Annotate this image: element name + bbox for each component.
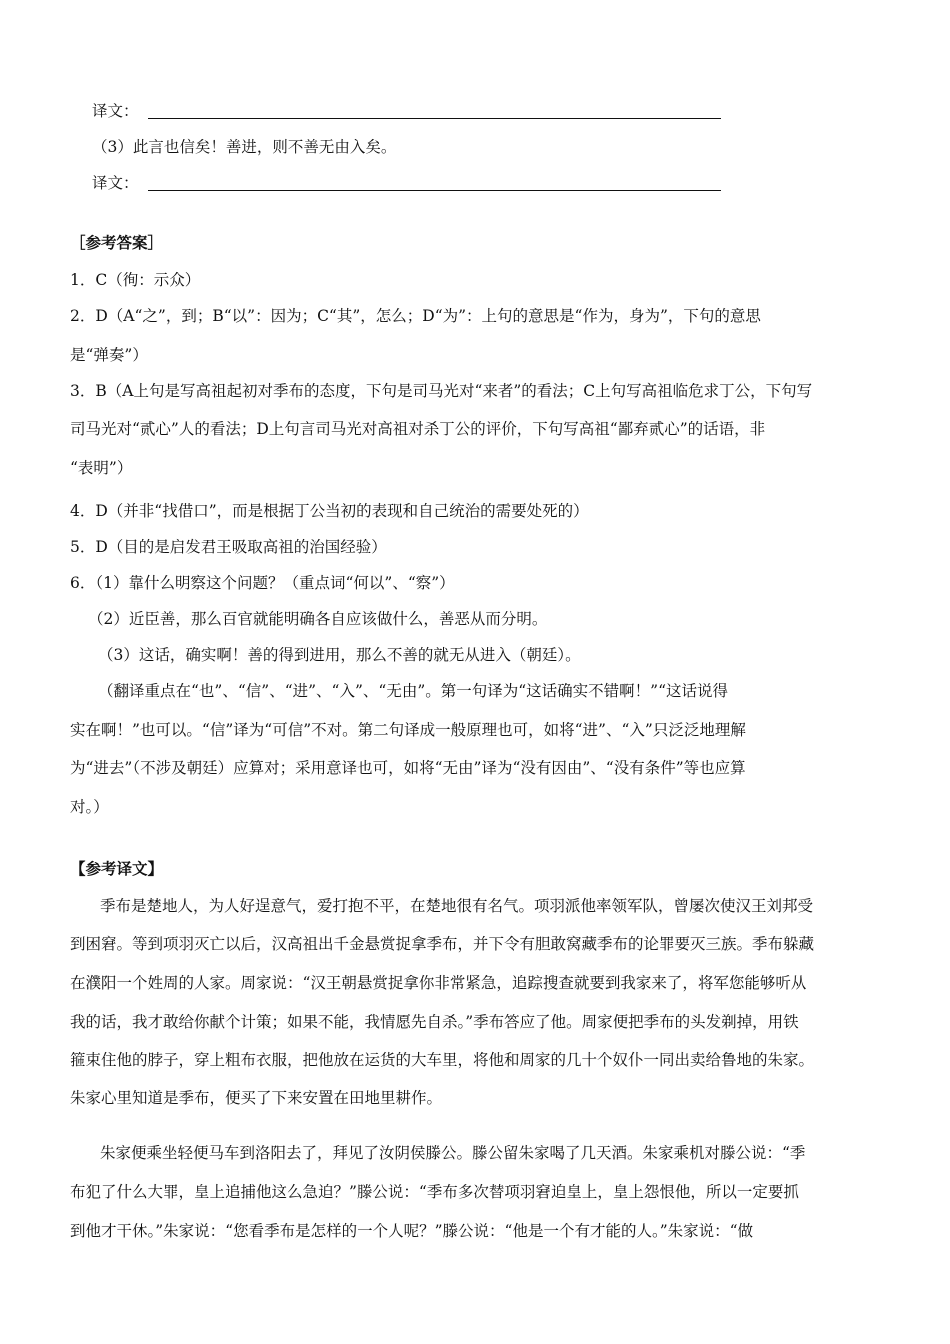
translation-line: 布犯了什么大罪，皇上追捕他这么急迫？”滕公说：“季布多次替项羽窘迫皇上，皇上怨恨他，所以一定要抓 [70,1183,799,1201]
answer-line: 对。） [70,798,109,816]
answer-blank-line[interactable] [148,190,721,191]
answer-line: （3）这话，确实啊！善的得到进用，那么不善的就无从进入（朝廷）。 [98,646,581,664]
answer-line: （翻译重点在“也”、“信”、“进”、“入”、“无由”。第一句译为“这话确实不错啊！”“这话说得 [98,682,729,700]
answer-blank-line[interactable] [148,118,721,119]
answer-line: 是“弹奏”） [70,346,148,364]
answer-line: 司马光对“贰心”人的看法；D上句言司马光对高祖对杀丁公的评价，下句写高祖“鄙弃贰心”的话语，非 [70,420,766,438]
answer-line: “表明”） [70,459,133,477]
answer-line: 1．C（徇：示众） [70,271,201,289]
answer-line: 6．（1）靠什么明察这个问题？（重点词“何以”、“察”） [70,574,455,592]
answer-line: （2）近臣善，那么百官就能明确各自应该做什么，善恶从而分明。 [88,610,548,628]
translation-line: 朱家便乘坐轻便马车到洛阳去了，拜见了汝阴侯滕公。滕公留朱家喝了几天酒。朱家乘机对滕公说：“季 [100,1144,806,1162]
answer-line: 2．D（A“之”，到；B“以”：因为；C“其”，怎么；D“为”：上句的意思是“作为，身为”，下句的意思 [70,307,761,325]
question-3-sentence: （3）此言也信矣！善进，则不善无由入矣。 [92,138,397,156]
translation-line: 季布是楚地人，为人好逞意气，爱打抱不平，在楚地很有名气。项羽派他率领军队，曾屡次使汉王刘邦受 [100,897,814,915]
answer-line: 5．D（目的是启发君王吸取高祖的治国经验） [70,538,387,556]
answer-line: 实在啊！”也可以。“信”译为“可信”不对。第二句译成一般原理也可，如将“进”、“入”只泛泛地理解 [70,721,746,739]
translation-line: 到困窘。等到项羽灭亡以后，汉高祖出千金悬赏捉拿季布，并下令有胆敢窝藏季布的论罪要灭三族。季布躲藏 [70,935,815,953]
translation-line: 在濮阳一个姓周的人家。周家说：“汉王朝悬赏捉拿你非常紧急，追踪搜查就要到我家来了，将军您能够听从 [70,974,807,992]
answer-line: 3．B（A上句是写高祖起初对季布的态度，下句是司马光对“来者”的看法；C上句写高祖临危求丁公，下句写 [70,382,813,400]
translation-line: 朱家心里知道是季布，便买了下来安置在田地里耕作。 [70,1089,443,1107]
yiwen-label: 译文： [92,102,139,120]
answer-line: 为“进去”（不涉及朝廷）应算对；采用意译也可，如将“无由”译为“没有因由”、“没有条件”等也应算 [70,759,746,777]
answer-line: 4．D（并非“找借口”，而是根据丁公当初的表现和自己统治的需要处死的） [70,502,589,520]
translation-heading: 【参考译文】 [70,860,164,878]
translation-line: 箍束住他的脖子，穿上粗布衣服，把他放在运货的大车里，将他和周家的几十个奴仆一同出卖给鲁地的朱家。 [70,1051,815,1069]
translation-line: 到他才干休。”朱家说：“您看季布是怎样的一个人呢？”滕公说：“他是一个有才能的人。”朱家说：“做 [70,1222,754,1240]
yiwen-label: 译文： [92,174,139,192]
translation-line: 我的话，我才敢给你献个计策；如果不能，我情愿先自杀。”季布答应了他。周家便把季布的头发剃掉，用铁 [70,1013,799,1031]
answers-heading: ［参考答案］ [70,234,164,252]
